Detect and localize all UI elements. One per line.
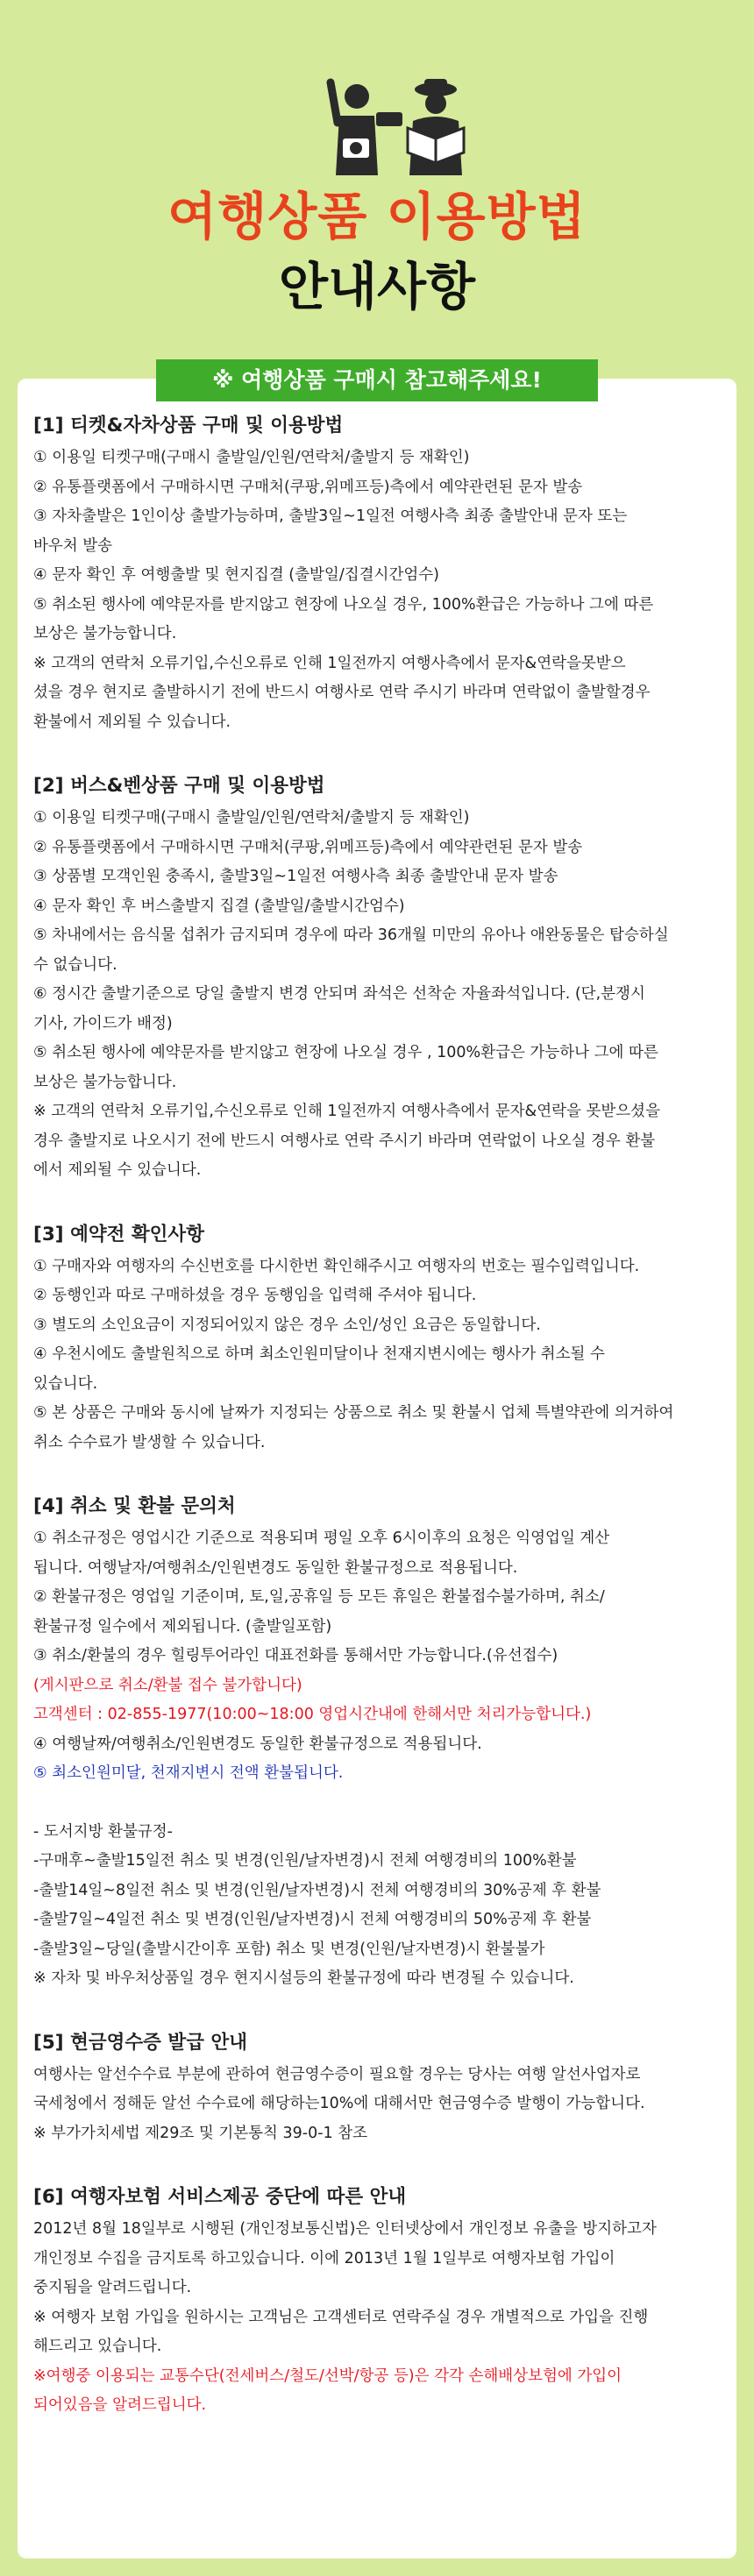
section-1: [33, 410, 721, 737]
travelers-icon: [304, 77, 471, 181]
section-title: [1] 티켓&자차상품 구매 및 이용방법: [33, 415, 344, 436]
highlighted-note: ⑤ 최소인원미달, 천재지변시 전액 환불됩니다.: [33, 1764, 344, 1782]
text-line: ② 동행인과 따로 구매하셨을 경우 동행임을 입력해 주셔야 됩니다.: [33, 1287, 477, 1304]
text-line: ⑤ 차내에서는 음식물 섭취가 금지되며 경우에 따라 36개월 미만의 유아나 애완동물은 탑승하실: [33, 926, 669, 944]
text-line: ③ 상품별 모객인원 충족시, 출발3일~1일전 여행사측 최종 출발안내 문자 발송: [33, 868, 558, 885]
text-line: ① 이용일 티켓구매(구매시 출발일/인원/연락처/출발지 등 재확인): [33, 449, 470, 466]
highlighted-note: 고객센터 : 02-855-1977(10:00~18:00 영업시간내에 한해서만 처리가능합니다.): [33, 1706, 592, 1723]
text-line: 중지됨을 알려드립니다.: [33, 2279, 192, 2296]
page-subtitle: 안내사항: [278, 257, 476, 316]
text-line: ③ 자차출발은 1인이상 출발가능하며, 출발3일~1일전 여행사측 최종 출발안내 문자 또는: [33, 507, 628, 525]
text-line: -출발7일~4일전 취소 및 변경(인원/날자변경)시 전체 여행경비의 50%공제 후 환불: [33, 1911, 592, 1928]
text-line: -출발3일~당일(출발시간이후 포함) 취소 및 변경(인원/날자변경)시 환불불가: [33, 1940, 545, 1958]
text-line: ⑤ 취소된 행사에 예약문자를 받지않고 현장에 나오실 경우 , 100%환급은 가능하나 그에 따른: [33, 1044, 658, 1061]
highlighted-note: (게시판으로 취소/환불 접수 불가합니다): [33, 1676, 302, 1694]
text-line: 해드리고 있습니다.: [33, 2338, 162, 2355]
text-line: ※ 자차 및 바우처상품일 경우 현지시설등의 환불규정에 따라 변경될 수 있습니다.: [33, 1969, 574, 1987]
text-line: 개인정보 수집을 금지토록 하고있습니다. 이에 2013년 1월 1일부로 여행자보험 가입이: [33, 2249, 615, 2267]
spacer: [33, 1789, 721, 1818]
text-line: ⑤ 취소된 행사에 예약문자를 받지않고 현장에 나오실 경우, 100%환급은 가능하나 그에 따른: [33, 595, 654, 614]
text-line: 셨을 경우 현지로 출발하시기 전에 반드시 여행사로 연락 주시기 바라며 연락없이 출발할경우: [33, 684, 651, 701]
highlighted-note: ※여행중 이용되는 교통수단(전세버스/철도/선박/항공 등)은 각각 손해배상보험에 가입이: [33, 2367, 622, 2385]
text-line: 바우처 발송: [33, 536, 113, 555]
text-line: -출발14일~8일전 취소 및 변경(인원/날자변경)시 전체 여행경비의 30%공제 후 환불: [33, 1881, 601, 1899]
section-4: [33, 1491, 721, 1994]
notice-banner: ※ 여행상품 구매시 참고해주세요!: [156, 359, 598, 401]
text-line: ※ 고객의 연락처 오류기입,수신오류로 인해 1일전까지 여행사측에서 문자&연락을 못받으셨을: [33, 1103, 660, 1120]
text-line: 환불규정 일수에서 제외됩니다. (출발일포함): [33, 1617, 332, 1636]
section-5: [33, 2027, 721, 2149]
text-line: ② 환불규정은 영업일 기준이며, 토,일,공휴일 등 모든 휴일은 환불접수불가하며, 취소/: [33, 1588, 605, 1606]
section-title: [5] 현금영수증 발급 안내: [33, 2031, 247, 2054]
text-line: 보상은 불가능합니다.: [33, 625, 177, 642]
section-title: [4] 취소 및 환불 문의처: [33, 1495, 236, 1517]
text-line: 됩니다. 여행날자/여행취소/인원변경도 동일한 환불규정으로 적용됩니다.: [33, 1558, 518, 1577]
text-line: - 도서지방 환불규정-: [33, 1822, 173, 1841]
text-line: ⑥ 정시간 출발기준으로 당일 출발지 변경 안되며 좌석은 선착순 자율좌석입니다. (단,분쟁시: [33, 985, 645, 1003]
text-line: 환불에서 제외될 수 있습니다.: [33, 713, 231, 731]
text-line: 에서 제외될 수 있습니다.: [33, 1161, 202, 1179]
text-line: 취소 수수료가 발생할 수 있습니다.: [33, 1433, 266, 1451]
text-line: ② 유통플랫폼에서 구매하시면 구매처(쿠팡,위메프등)측에서 예약관련된 문자 발송: [33, 838, 583, 856]
section-title: [6] 여행자보험 서비스제공 중단에 따른 안내: [33, 2186, 407, 2208]
text-line: ④ 문자 확인 후 여행출발 및 현지집결 (출발일/집결시간엄수): [33, 566, 439, 584]
section-title: [3] 예약전 확인사항: [33, 1223, 204, 1245]
content: [33, 410, 721, 2454]
text-line: ※ 여행자 보험 가입을 원하시는 고객님은 고객센터로 연락주실 경우 개별적으로 가입을 진행: [33, 2308, 649, 2326]
text-line: 여행사는 알선수수료 부분에 관하여 현금영수증이 필요할 경우는 당사는 여행 알선사업자로: [33, 2065, 641, 2083]
text-line: ① 취소규정은 영업시간 기준으로 적용되며 평일 오후 6시이후의 요청은 익영업일 계산: [33, 1529, 610, 1547]
text-line: ④ 여행날짜/여행취소/인원변경도 동일한 환불규정으로 적용됩니다.: [33, 1735, 482, 1753]
text-line: 국세청에서 정해둔 알선 수수료에 해당하는10%에 대해서만 현금영수증 발행이 가능합니다.: [33, 2095, 645, 2112]
text-line: ① 이용일 티켓구매(구매시 출발일/인원/연락처/출발지 등 재확인): [33, 809, 470, 827]
text-line: ③ 별도의 소인요금이 지정되어있지 않은 경우 소인/성인 요금은 동일합니다.: [33, 1316, 541, 1334]
highlighted-note: 되어있음을 알려드립니다.: [33, 2396, 207, 2414]
text-line: ④ 우천시에도 출발원칙으로 하며 최소인원미달이나 천재지변시에는 행사가 취소될 수: [33, 1345, 605, 1363]
text-line: ① 구매자와 여행자의 수신번호를 다시한번 확인해주시고 여행자의 번호는 필수입력입니다.: [33, 1257, 640, 1275]
text-line: ④ 문자 확인 후 버스출발지 집결 (출발일/출발시간엄수): [33, 897, 405, 915]
text-line: 보상은 불가능합니다.: [33, 1073, 177, 1091]
page-title: 여행상품 이용방법: [167, 187, 587, 246]
text-line: ② 유통플랫폼에서 구매하시면 구매처(쿠팡,위메프등)측에서 예약관련된 문자 발송: [33, 478, 583, 496]
text-line: 2012년 8월 18일부로 시행된 (개인정보통신법)은 인터넷상에서 개인정보 유출을 방지하고자: [33, 2220, 657, 2238]
text-line: ※ 고객의 연락처 오류기입,수신오류로 인해 1일전까지 여행사측에서 문자&연락을못받으: [33, 654, 626, 672]
section-2: [33, 770, 721, 1186]
text-line: 기사, 가이드가 배정): [33, 1014, 173, 1033]
text-line: 수 없습니다.: [33, 955, 117, 974]
text-line: ⑤ 본 상품은 구매와 동시에 날짜가 지정되는 상품으로 취소 및 환불시 업체 특별약관에 의거하여: [33, 1404, 674, 1422]
section-title: [2] 버스&벤상품 구매 및 이용방법: [33, 775, 325, 797]
text-line: ※ 부가가치세법 제29조 및 기본통칙 39-0-1 참조: [33, 2124, 368, 2142]
section-6: [33, 2182, 721, 2421]
section-3: [33, 1219, 721, 1458]
text-line: 있습니다.: [33, 1374, 98, 1393]
text-line: 경우 출발지로 나오시기 전에 반드시 여행사로 연락 주시기 바라며 연락없이 나오실 경우 환불: [33, 1132, 656, 1150]
text-line: ③ 취소/환불의 경우 힐링투어라인 대표전화를 통해서만 가능합니다.(유선접수): [33, 1647, 558, 1664]
text-line: -구매후~출발15일전 취소 및 변경(인원/날자변경)시 전체 여행경비의 100%환불: [33, 1852, 577, 1870]
